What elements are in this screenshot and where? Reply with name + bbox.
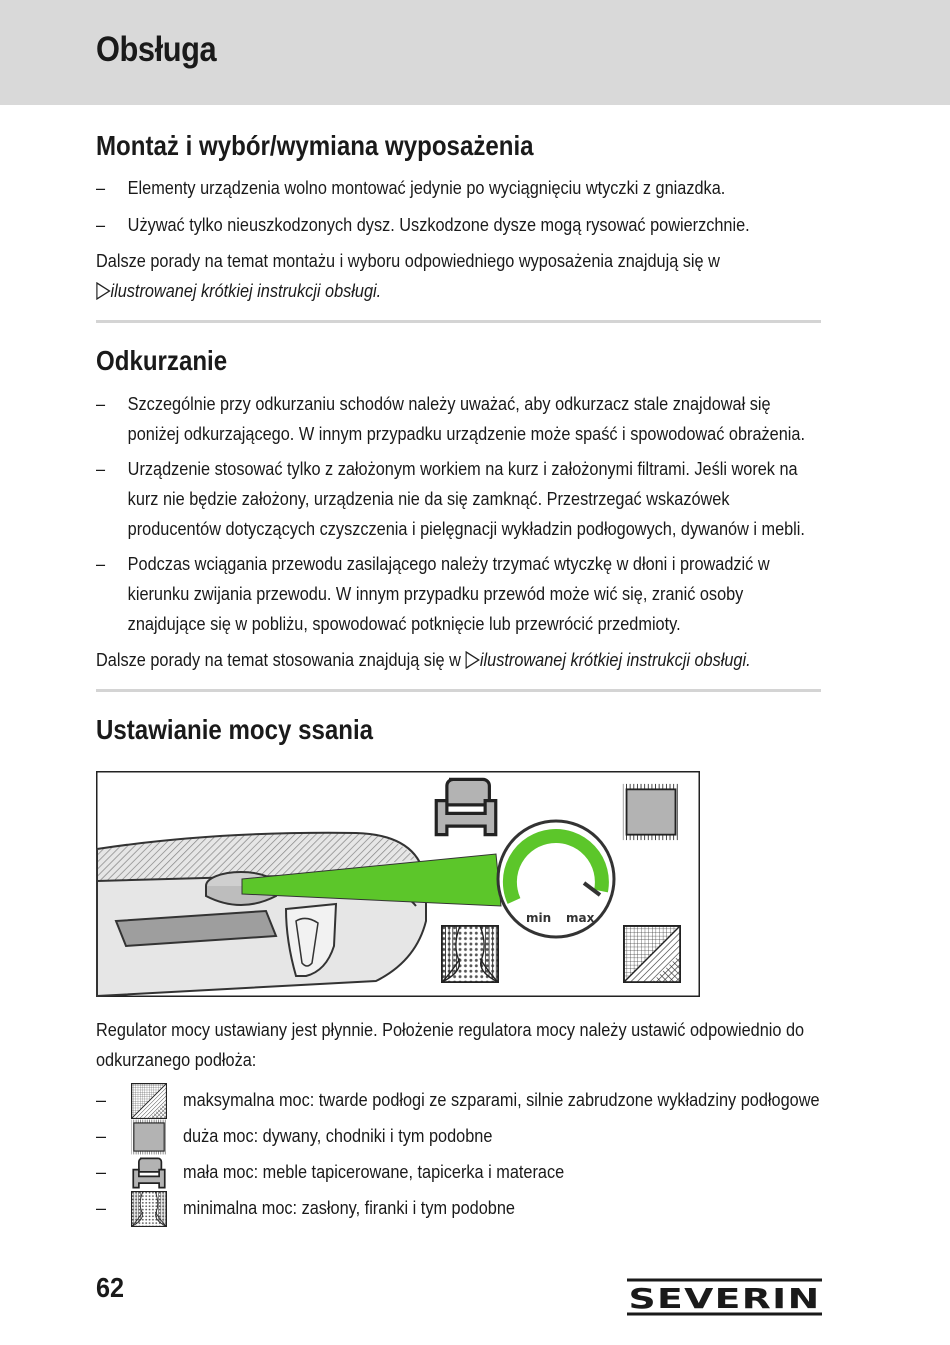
curtain-icon <box>131 1191 167 1227</box>
armchair-icon <box>131 1155 167 1191</box>
bullet-dash: – <box>96 215 106 235</box>
reference-note <box>96 246 820 306</box>
reference-note <box>96 645 820 675</box>
bullet-dash: – <box>96 554 106 574</box>
curtain-icon <box>442 926 498 982</box>
section-title-mounting: Montaż i wybór/wymiana wyposażenia <box>96 130 534 161</box>
arrow-right-icon <box>465 651 479 669</box>
bullet-dash: – <box>96 178 106 198</box>
reference-link: ilustrowanej krótkiej instrukcji obsługi. <box>479 650 751 670</box>
page-title: Obsługa <box>96 30 217 69</box>
bullet-text: Używać tylko nieuszkodzonych dysz. Uszkodzone dysze mogą rysować powierzchnie. <box>127 215 750 235</box>
bullet-dash: – <box>96 1198 107 1218</box>
power-level-label: mała moc: meble tapicerowane, tapicerka i materace <box>183 1162 565 1182</box>
suction-illustration <box>96 771 700 997</box>
bullet-dash: – <box>96 394 106 414</box>
bullet-text: Urządzenie stosować tylko z założonym workiem na kurz i założonymi filtrami. Jeśli worek na kurz nie będzie założony, urządzenia nie da się zamknąć. Przestrzegać wskazówek producentów dotyczących czyszczenia i pielęgnacji wykładzin podłogowych, dywanów i mebli. <box>127 459 805 539</box>
dial-max-label: max <box>566 911 595 925</box>
bullet-text: Elementy urządzenia wolno montować jedynie po wyciągnięciu wtyczki z gniazdka. <box>127 178 726 198</box>
bullet-dash: – <box>96 1126 107 1146</box>
list-item <box>96 173 820 203</box>
power-level-label: minimalna moc: zasłony, firanki i tym podobne <box>183 1198 515 1218</box>
page-number: 62 <box>96 1272 125 1303</box>
bullet-text: Szczególnie przy odkurzaniu schodów należy uważać, aby odkurzacz stale znajdował się poniżej odkurzającego. W innym przypadku urządzenie może spaść i spowodować obrażenia. <box>127 394 805 444</box>
hard-floor-icon <box>131 1083 167 1119</box>
bullet-dash: – <box>96 459 106 479</box>
list-item <box>96 389 820 449</box>
power-level-label: duża moc: dywany, chodniki i tym podobne <box>183 1126 493 1146</box>
list-item <box>96 210 820 240</box>
section-title-suction: Ustawianie mocy ssania <box>96 714 374 745</box>
reference-note-text: Dalsze porady na temat stosowania znajdują się w <box>96 650 461 670</box>
carpet-icon <box>131 1119 167 1155</box>
section-title-vacuuming: Odkurzanie <box>96 345 228 376</box>
power-level-label: maksymalna moc: twarde podłogi ze szparami, silnie zabrudzone wykładziny podłogowe <box>183 1090 820 1110</box>
bullet-dash: – <box>96 1162 107 1182</box>
bullet-text: Podczas wciągania przewodu zasilającego należy trzymać wtyczkę w dłoni i prowadzić w kierunku zwijania przewodu. W innym przypadku przewód może wić się, zranić osoby znajdujące się w pobliżu, spowodować potknięcie lub przewrócić przedmioty. <box>127 554 770 634</box>
list-item <box>96 549 820 639</box>
brand-logo <box>627 1278 822 1316</box>
list-item <box>96 1155 896 1191</box>
arrow-right-icon <box>96 282 110 300</box>
list-item <box>96 1191 896 1227</box>
reference-note-text: Dalsze porady na temat montażu i wyboru odpowiedniego wyposażenia znajdują się w <box>96 251 720 271</box>
brand-name: SEVERIN <box>628 1282 821 1315</box>
section-divider <box>96 320 821 323</box>
carpet-icon <box>623 784 679 840</box>
list-item <box>96 1083 896 1119</box>
suction-intro: Regulator mocy ustawiany jest płynnie. Położenie regulatora mocy należy ustawić odpowiednio do odkurzanego podłoża: <box>96 1020 805 1070</box>
bullet-dash: – <box>96 1090 107 1110</box>
list-item <box>96 454 820 544</box>
reference-link: ilustrowanej krótkiej instrukcji obsługi. <box>110 281 382 301</box>
section-divider <box>96 689 821 692</box>
list-item <box>96 1119 896 1155</box>
hard-floor-icon <box>624 926 680 982</box>
dial-min-label: min <box>526 911 552 925</box>
